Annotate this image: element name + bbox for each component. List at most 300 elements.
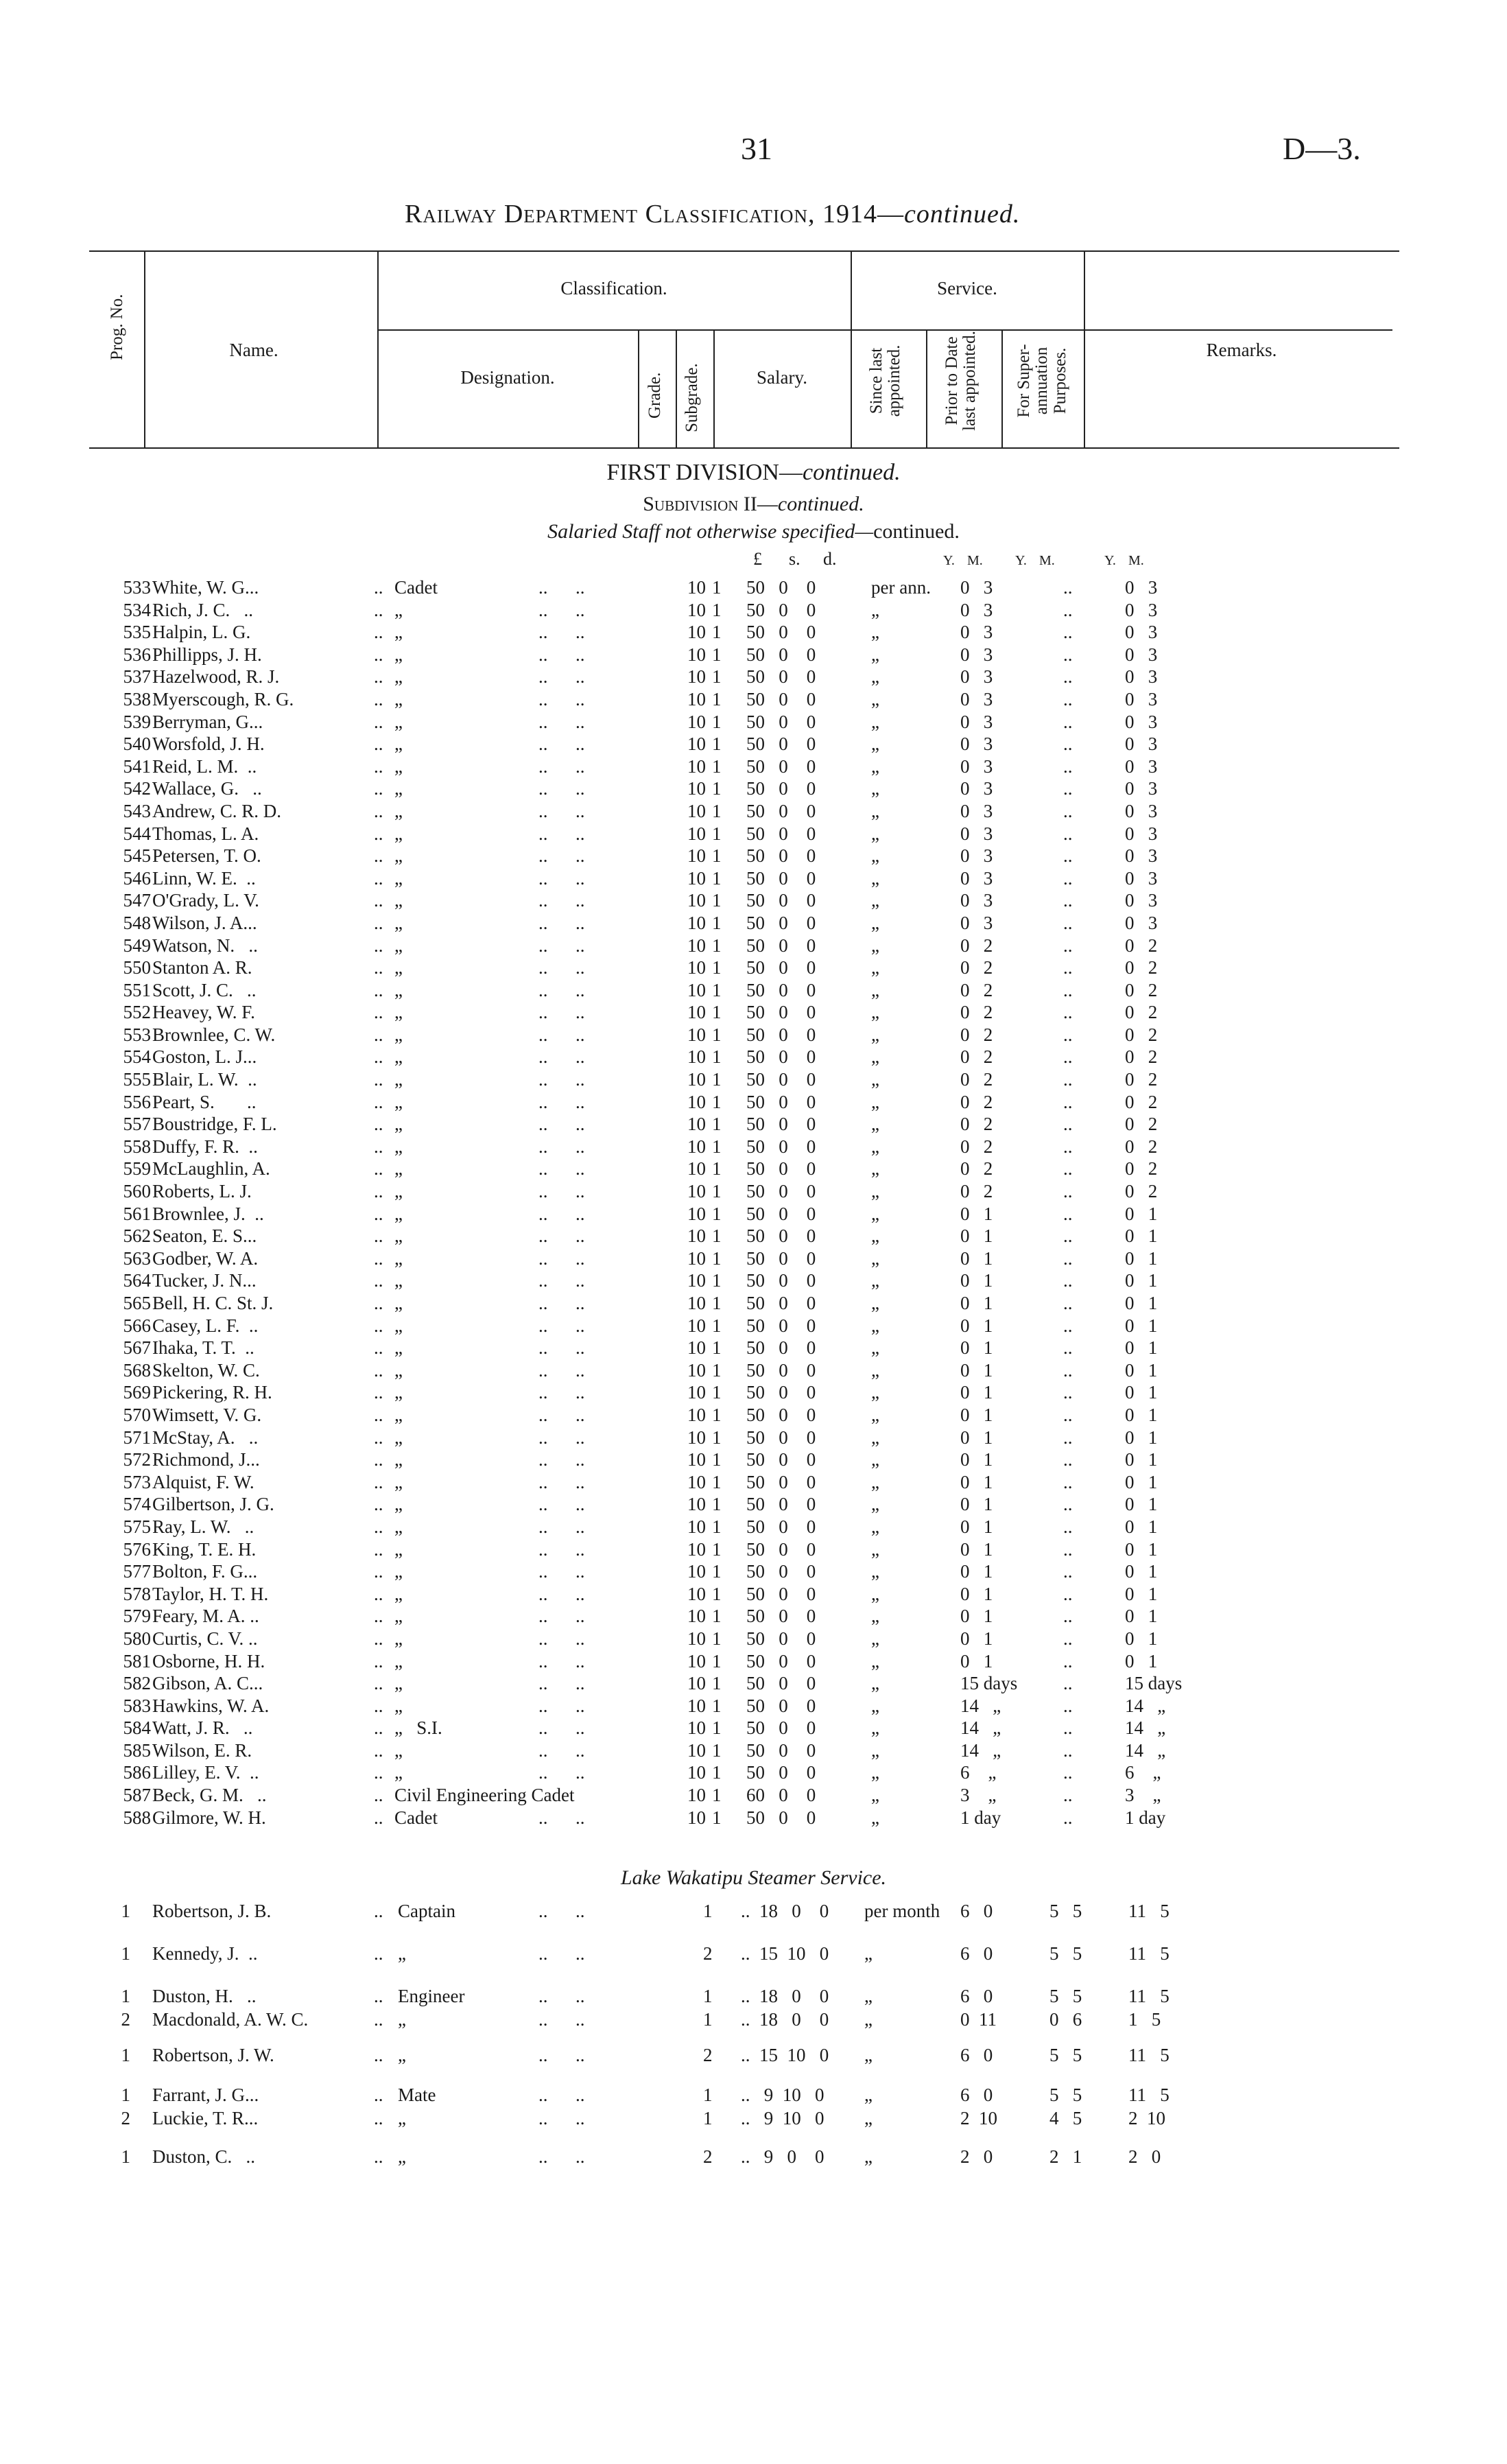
salary-period: „: [871, 1203, 879, 1224]
service-superannuation: 0 2: [1125, 1158, 1158, 1180]
leader-dots: ..: [374, 2085, 383, 2105]
page-number: 31: [741, 131, 772, 166]
staff-heading: [0, 520, 1507, 543]
grade: 10: [687, 1046, 706, 1068]
leader-dots: .. ..: [538, 688, 585, 709]
salary: 50 0 0: [746, 644, 816, 665]
leader-dots: ..: [374, 845, 383, 867]
staff-name: Brownlee, J. ..: [152, 1203, 264, 1224]
service-superannuation: 0 3: [1125, 867, 1158, 889]
service-prior: ..: [1063, 1136, 1073, 1157]
salary-period: „: [871, 1762, 879, 1783]
salary-period: „: [871, 1158, 879, 1180]
service-since-last: 0 3: [960, 890, 993, 911]
leader-dots: ..: [374, 912, 383, 933]
service-prior: ..: [1063, 1516, 1073, 1537]
service-superannuation: 0 3: [1125, 845, 1158, 867]
staff-name: Pickering, R. H.: [152, 1382, 272, 1403]
grade: 10: [687, 1315, 706, 1336]
prog-no: 575: [123, 1516, 151, 1537]
table-row: [89, 1359, 1392, 1382]
leader-dots: .. ..: [538, 1986, 585, 2006]
lake-row: [89, 2083, 1392, 2107]
lake-row: [89, 2008, 1392, 2031]
header-service: Service.: [937, 278, 997, 298]
service-prior: ..: [1063, 1270, 1073, 1291]
leader-dots: .. ..: [538, 1046, 585, 1068]
service-superannuation: 0 1: [1125, 1337, 1158, 1359]
salary-period: „: [871, 1181, 879, 1202]
leader-dots: .. ..: [538, 1404, 585, 1425]
staff-name: Osborne, H. H.: [152, 1650, 265, 1671]
grade: 10: [687, 1807, 706, 1828]
staff-name: Wilson, E. R.: [152, 1739, 252, 1761]
title-main: Railway Department Classification, 1914—: [405, 200, 905, 228]
subgrade: 1: [712, 644, 722, 665]
service-superannuation: 0 2: [1125, 1136, 1158, 1157]
header-grade: Grade.: [645, 372, 664, 419]
prog-no: 545: [123, 845, 151, 867]
prog-no: 587: [123, 1785, 151, 1806]
table-row: [89, 1068, 1392, 1091]
designation: „: [394, 823, 403, 844]
unit-years: Y.: [1015, 553, 1027, 568]
salary: 50 0 0: [746, 666, 816, 688]
service-since-last: 0 1: [960, 1293, 993, 1313]
leader-dots: .. ..: [538, 823, 585, 844]
prog-no: 1: [121, 1901, 130, 1921]
leader-dots: ..: [374, 1382, 383, 1403]
designation: „: [394, 755, 403, 777]
subgrade: 1: [712, 1203, 722, 1224]
service-since-last: 0 2: [960, 979, 993, 1000]
salary: 60 0 0: [746, 1785, 816, 1806]
designation: „: [394, 778, 403, 799]
subgrade: 1: [712, 577, 722, 598]
salary: 50 0 0: [746, 755, 816, 777]
table-row: [89, 576, 1392, 599]
service-superannuation: 0 1: [1125, 1203, 1158, 1224]
leader-dots: ..: [374, 1046, 383, 1068]
table-row: [89, 1448, 1392, 1471]
staff-name: Richmond, J...: [152, 1449, 260, 1470]
leader-dots: ..: [374, 1901, 383, 1921]
grade: 1: [703, 2085, 713, 2105]
staff-name: Blair, L. W. ..: [152, 1069, 257, 1090]
service-since-last: 2 10: [960, 2108, 997, 2128]
staff-name: Beck, G. M. ..: [152, 1785, 267, 1806]
designation: „: [394, 1203, 403, 1224]
salary-period: „: [871, 622, 879, 643]
service-superannuation: 14 „: [1125, 1695, 1166, 1716]
salary-period: per month: [864, 1901, 940, 1921]
table-row: [89, 1404, 1392, 1427]
service-superannuation: 0 1: [1125, 1270, 1158, 1291]
header-top-rule: [89, 250, 1399, 252]
staff-name: Rich, J. C. ..: [152, 599, 254, 620]
leader-dots: ..: [374, 688, 383, 709]
prog-no: 561: [123, 1203, 151, 1224]
leader-dots: ..: [374, 1717, 383, 1739]
prog-no: 577: [123, 1561, 151, 1582]
salary: 50 0 0: [746, 1181, 816, 1202]
service-superannuation: 0 1: [1125, 1538, 1158, 1560]
staff-name: Wallace, G. ..: [152, 778, 262, 799]
prog-no: 571: [123, 1427, 151, 1448]
salary: 50 0 0: [746, 1538, 816, 1560]
leader-dots: ..: [374, 867, 383, 889]
service-since-last: 6 0: [960, 2045, 993, 2065]
staff-name: Bell, H. C. St. J.: [152, 1293, 274, 1313]
lake-row: [89, 1942, 1392, 1965]
table-row: [89, 1158, 1392, 1180]
designation: „: [394, 1158, 403, 1180]
service-prior: ..: [1063, 577, 1073, 598]
service-prior: 5 5: [1049, 1943, 1082, 1964]
service-since-last: 6 0: [960, 1901, 993, 1921]
table-row: [89, 621, 1392, 644]
staff-name: Gilbertson, J. G.: [152, 1494, 274, 1515]
subgrade: 1: [712, 979, 722, 1000]
leader-dots: ..: [374, 1561, 383, 1582]
subgrade: 1: [712, 1650, 722, 1671]
salary: 50 0 0: [746, 1628, 816, 1649]
service-since-last: 6 0: [960, 1986, 993, 2006]
staff-name: Duffy, F. R. ..: [152, 1136, 258, 1157]
salary: 50 0 0: [746, 1673, 816, 1694]
staff-name: King, T. E. H.: [152, 1538, 257, 1560]
prog-no: 562: [123, 1225, 151, 1247]
salary-period: „: [864, 2146, 873, 2167]
leader-dots: ..: [374, 1203, 383, 1224]
service-since-last: 0 1: [960, 1203, 993, 1224]
service-prior: ..: [1063, 688, 1073, 709]
prog-no: 1: [121, 2045, 130, 2065]
subgrade: 1: [712, 1427, 722, 1448]
grade: 10: [687, 1538, 706, 1560]
staff-name: Phillipps, J. H.: [152, 644, 262, 665]
leader-dots: ..: [374, 711, 383, 732]
staff-name: Halpin, L. G.: [152, 622, 251, 643]
leader-dots: .. ..: [538, 1538, 585, 1560]
staff-name: Watt, J. R. ..: [152, 1717, 253, 1739]
header-divider: [1001, 329, 1003, 447]
service-prior: ..: [1063, 644, 1073, 665]
leader-dots: ..: [374, 823, 383, 844]
salary-period: „: [871, 1315, 879, 1336]
designation: „: [394, 1606, 403, 1627]
salary: 50 0 0: [746, 1807, 816, 1828]
service-superannuation: 0 1: [1125, 1247, 1158, 1269]
service-since-last: 0 2: [960, 1136, 993, 1157]
leader-dots: ..: [374, 1337, 383, 1359]
prog-no: 551: [123, 979, 151, 1000]
designation: „: [394, 1091, 403, 1112]
table-row: [89, 1001, 1392, 1024]
grade: 10: [687, 1337, 706, 1359]
service-superannuation: 0 1: [1125, 1225, 1158, 1247]
salary: .. 18 0 0: [741, 1986, 829, 2006]
table-row: [89, 1739, 1392, 1762]
service-since-last: 0 2: [960, 1046, 993, 1068]
salary: 50 0 0: [746, 1024, 816, 1045]
leader-dots: ..: [374, 1270, 383, 1291]
table-row: [89, 1538, 1392, 1561]
staff-name: Worsfold, J. H.: [152, 734, 265, 755]
service-superannuation: 0 2: [1125, 935, 1158, 956]
designation: „: [394, 1739, 403, 1761]
service-prior: ..: [1063, 1404, 1073, 1425]
header-divider: [676, 329, 677, 447]
subgrade: 1: [712, 1024, 722, 1045]
leader-dots: ..: [374, 1315, 383, 1336]
prog-no: 2: [121, 2108, 130, 2128]
staff-name: Watson, N. ..: [152, 935, 258, 956]
grade: 10: [687, 1673, 706, 1694]
lake-service-heading: Lake Wakatipu Steamer Service.: [620, 1866, 887, 1889]
salary-period: „: [871, 1449, 879, 1470]
grade: 10: [687, 823, 706, 844]
salary: 50 0 0: [746, 711, 816, 732]
grade: 10: [687, 979, 706, 1000]
service-superannuation: 0 2: [1125, 1069, 1158, 1090]
title-continued: continued.: [904, 200, 1021, 228]
service-prior: ..: [1063, 1046, 1073, 1068]
service-since-last: 0 1: [960, 1494, 993, 1515]
salary-period: „: [871, 1494, 879, 1515]
leader-dots: ..: [374, 1673, 383, 1694]
service-superannuation: 0 1: [1125, 1359, 1158, 1381]
leader-dots: .. ..: [538, 1583, 585, 1604]
service-prior: ..: [1063, 890, 1073, 911]
subgrade: 1: [712, 1583, 722, 1604]
grade: 10: [687, 845, 706, 867]
prog-no: 549: [123, 935, 151, 956]
staff-name: Roberts, L. J.: [152, 1181, 252, 1202]
salary: .. 15 10 0: [741, 2045, 829, 2065]
leader-dots: ..: [374, 755, 383, 777]
salary: 50 0 0: [746, 1002, 816, 1023]
table-row: [89, 957, 1392, 979]
table-row: [89, 800, 1392, 823]
designation: Captain: [398, 1901, 455, 1921]
service-prior: ..: [1063, 622, 1073, 643]
table-row: [89, 1471, 1392, 1494]
leader-dots: .. ..: [538, 1315, 585, 1336]
salary: 50 0 0: [746, 935, 816, 956]
salary: 50 0 0: [746, 688, 816, 709]
table-row: [89, 711, 1392, 734]
prog-no: 560: [123, 1181, 151, 1202]
salary-period: „: [871, 1695, 879, 1716]
subgrade: 1: [712, 1046, 722, 1068]
leader-dots: ..: [374, 800, 383, 821]
leader-dots: .. ..: [538, 1449, 585, 1470]
service-since-last: 0 1: [960, 1561, 993, 1582]
salary: 50 0 0: [746, 1471, 816, 1492]
subgrade: 1: [712, 1404, 722, 1425]
service-prior: 5 5: [1049, 1986, 1082, 2006]
salary: 50 0 0: [746, 1046, 816, 1068]
header-divider: [713, 329, 715, 447]
subgrade: 1: [712, 1516, 722, 1537]
service-since-last: 0 1: [960, 1270, 993, 1291]
salary-period: „: [871, 666, 879, 688]
prog-no: 565: [123, 1293, 151, 1313]
service-prior: ..: [1063, 1807, 1073, 1828]
prog-no: 556: [123, 1091, 151, 1112]
staff-name: Scott, J. C. ..: [152, 979, 257, 1000]
leader-dots: .. ..: [538, 1494, 585, 1515]
unit-months: M.: [1039, 553, 1055, 568]
designation: „: [398, 2146, 406, 2167]
salary-period: „: [871, 755, 879, 777]
service-prior: ..: [1063, 1158, 1073, 1180]
grade: 10: [687, 1695, 706, 1716]
prog-no: 569: [123, 1382, 151, 1403]
service-since-last: 0 11: [960, 2009, 997, 2030]
prog-no: 1: [121, 1986, 130, 2006]
leader-dots: .. ..: [538, 1673, 585, 1694]
staff-name: Boustridge, F. L.: [152, 1114, 277, 1135]
service-superannuation: 2 0: [1128, 2146, 1161, 2167]
leader-dots: .. ..: [538, 577, 585, 598]
table-row: [89, 979, 1392, 1002]
leader-dots: .. ..: [538, 1359, 585, 1381]
service-superannuation: 0 1: [1125, 1606, 1158, 1627]
service-prior: ..: [1063, 1785, 1073, 1806]
division-label: FIRST DIVISION—: [606, 460, 803, 485]
service-superannuation: 0 1: [1125, 1427, 1158, 1448]
subgrade: 1: [712, 1002, 722, 1023]
designation: „: [394, 957, 403, 978]
grade: 10: [687, 1024, 706, 1045]
leader-dots: .. ..: [538, 666, 585, 688]
prog-no: 576: [123, 1538, 151, 1560]
designation: „: [394, 1561, 403, 1582]
staff-name: McStay, A. ..: [152, 1427, 259, 1448]
grade: 2: [703, 1943, 713, 1964]
service-since-last: 0 1: [960, 1650, 993, 1671]
designation: „: [394, 1427, 403, 1448]
service-prior: ..: [1063, 957, 1073, 978]
prog-no: 533: [123, 577, 151, 598]
leader-dots: .. ..: [538, 755, 585, 777]
salary: 50 0 0: [746, 1136, 816, 1157]
service-prior: 0 6: [1049, 2009, 1082, 2030]
subgrade: 1: [712, 1136, 722, 1157]
leader-dots: .. ..: [538, 1225, 585, 1247]
leader-dots: .. ..: [538, 1606, 585, 1627]
service-prior: 5 5: [1049, 2045, 1082, 2065]
service-since-last: 3 „: [960, 1785, 997, 1806]
designation: „: [394, 1181, 403, 1202]
leader-dots: ..: [374, 1158, 383, 1180]
service-prior: ..: [1063, 1739, 1073, 1761]
prog-no: 581: [123, 1650, 151, 1671]
salary-period: „: [871, 823, 879, 844]
salary-period: „: [871, 644, 879, 665]
service-since-last: 0 3: [960, 778, 993, 799]
designation: „: [394, 935, 403, 956]
staff-name: Goston, L. J...: [152, 1046, 257, 1068]
subdivision-label: Subdivision II—: [643, 493, 778, 515]
table-row: [89, 889, 1392, 912]
leader-dots: .. ..: [538, 1695, 585, 1716]
subgrade: 1: [712, 823, 722, 844]
service-since-last: 14 „: [960, 1695, 1001, 1716]
grade: 10: [687, 1091, 706, 1112]
service-superannuation: 0 2: [1125, 1181, 1158, 1202]
subgrade: 1: [712, 1247, 722, 1269]
service-superannuation: 0 3: [1125, 688, 1158, 709]
service-prior: ..: [1063, 1471, 1073, 1492]
prog-no: 550: [123, 957, 151, 978]
designation: „: [394, 1404, 403, 1425]
lake-row: [89, 1984, 1392, 2008]
staff-name: Andrew, C. R. D.: [152, 800, 281, 821]
service-prior: ..: [1063, 1024, 1073, 1045]
salary: 50 0 0: [746, 1695, 816, 1716]
leader-dots: .. ..: [538, 1650, 585, 1671]
leader-dots: ..: [374, 1091, 383, 1112]
staff-name: Petersen, T. O.: [152, 845, 261, 867]
service-superannuation: 0 1: [1125, 1561, 1158, 1582]
salary: .. 9 10 0: [741, 2108, 824, 2128]
leader-dots: ..: [374, 1225, 383, 1247]
leader-dots: .. ..: [538, 1158, 585, 1180]
table-row: [89, 1269, 1392, 1292]
subgrade: 1: [712, 912, 722, 933]
service-superannuation: 0 3: [1125, 666, 1158, 688]
grade: 10: [687, 1359, 706, 1381]
service-superannuation: 14 „: [1125, 1717, 1166, 1739]
designation: „: [394, 1337, 403, 1359]
service-prior: ..: [1063, 1449, 1073, 1470]
prog-no: 555: [123, 1069, 151, 1090]
leader-dots: .. ..: [538, 957, 585, 978]
subgrade: 1: [712, 1762, 722, 1783]
service-since-last: 0 1: [960, 1337, 993, 1359]
designation: „: [394, 1449, 403, 1470]
leader-dots: ..: [374, 1807, 383, 1828]
grade: 10: [687, 688, 706, 709]
prog-no: 538: [123, 688, 151, 709]
service-prior: ..: [1063, 1628, 1073, 1649]
salary-period: per ann.: [871, 577, 931, 598]
leader-dots: ..: [374, 1404, 383, 1425]
service-since-last: 0 3: [960, 644, 993, 665]
designation: „: [394, 1673, 403, 1694]
grade: 10: [687, 1427, 706, 1448]
designation: „: [398, 2045, 406, 2065]
table-row: [89, 1315, 1392, 1337]
salary-period: „: [871, 1002, 879, 1023]
staff-name: Duston, C. ..: [152, 2146, 256, 2167]
table-row: [89, 1247, 1392, 1270]
staff-name: O'Grady, L. V.: [152, 890, 259, 911]
service-superannuation: 0 3: [1125, 912, 1158, 933]
salary: 50 0 0: [746, 577, 816, 598]
prog-no: 582: [123, 1673, 151, 1694]
table-row: [89, 777, 1392, 800]
service-superannuation: 0 1: [1125, 1494, 1158, 1515]
staff-table: [89, 576, 1392, 1829]
leader-dots: ..: [374, 1136, 383, 1157]
grade: 10: [687, 1225, 706, 1247]
unit-shillings: s.: [789, 549, 800, 569]
prog-no: 1: [121, 2146, 130, 2167]
